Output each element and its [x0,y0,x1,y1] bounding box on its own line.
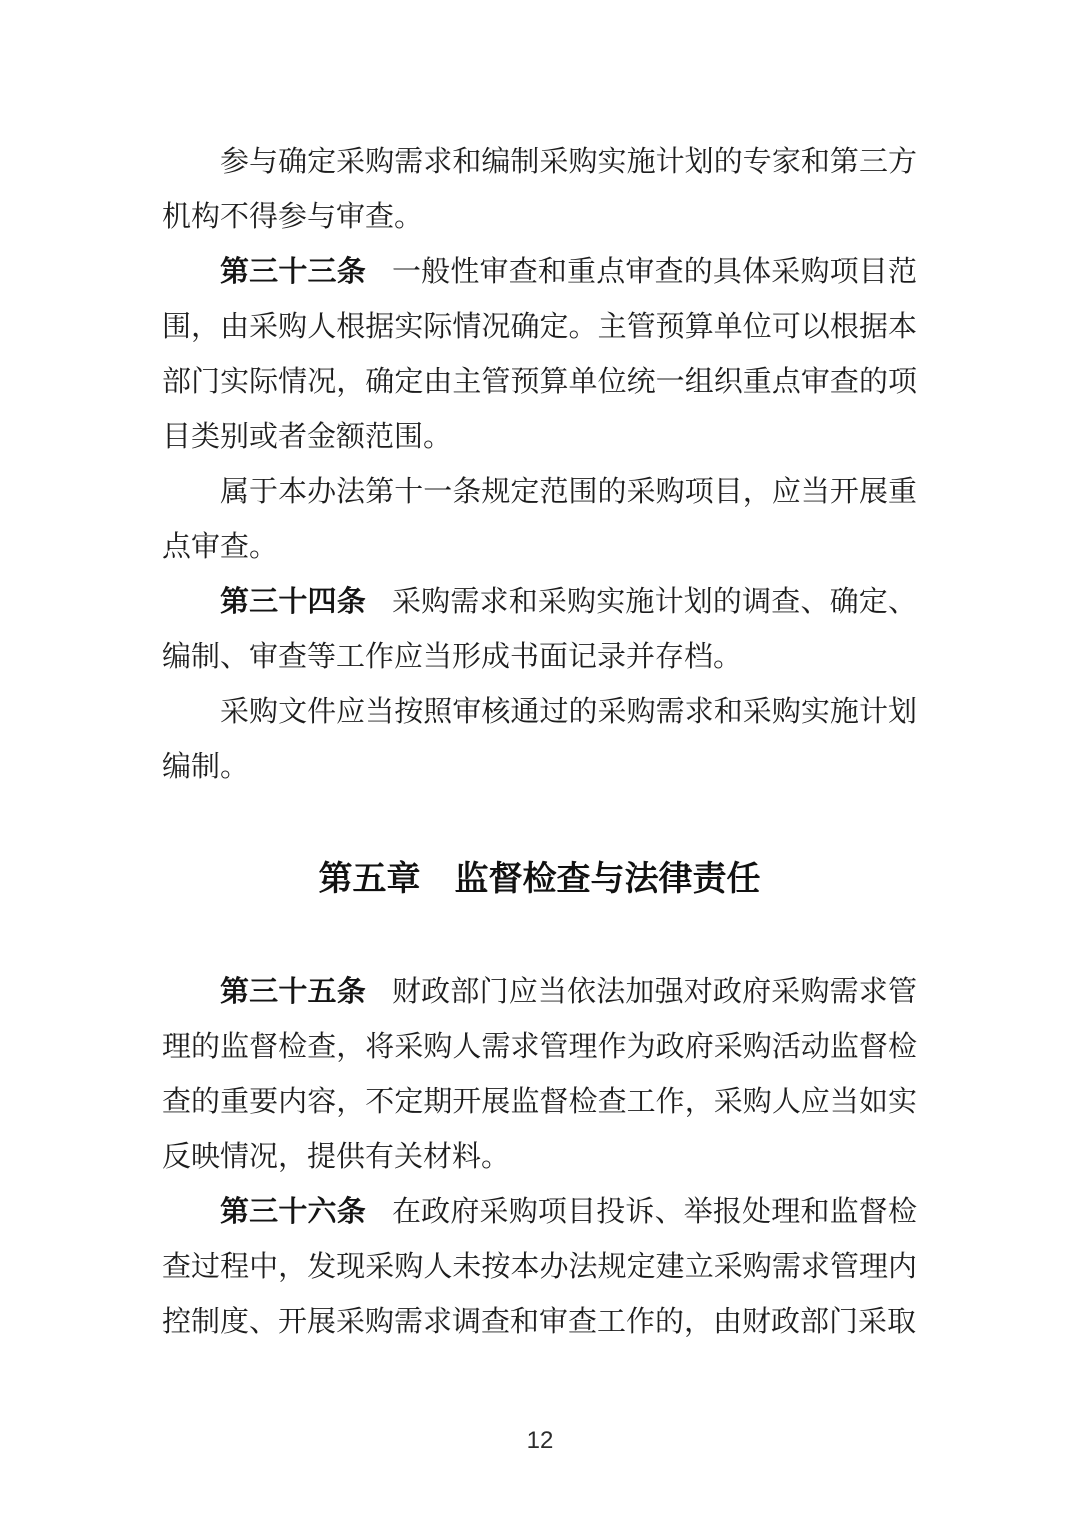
article-paragraph [162,245,917,465]
page-number: 12 [526,1427,554,1454]
body-paragraph [162,135,917,245]
chapter-title: 监督检查与法律责任 [454,860,761,898]
paragraph-text: 属于本办法第十一条规定范围的采购项目，应当开展重点审查。 [162,476,917,563]
document-body [162,135,917,1350]
body-paragraph [162,465,917,575]
paragraph-text: 参与确定采购需求和编制采购实施计划的专家和第三方机构不得参与审查。 [162,146,917,233]
chapter-number: 第五章 [318,860,421,898]
paragraph-text: 一般性审查和重点审查的具体采购项目范围，由采购人根据实际情况确定。主管预算单位可以根据本部门实际情况，确定由主管预算单位统一组织重点审查的项目类别或者金额范围。 [162,256,917,453]
article-number: 第三十五条 [220,976,366,1008]
article-paragraph [162,965,917,1185]
paragraph-text: 财政部门应当依法加强对政府采购需求管理的监督检查，将采购人需求管理作为政府采购活动监督检查的重要内容，不定期开展监督检查工作，采购人应当如实反映情况，提供有关材料。 [162,976,917,1173]
article-number: 第三十四条 [220,586,366,618]
body-paragraph [162,685,917,795]
article-number: 第三十三条 [220,256,366,288]
chapter-heading [162,852,917,907]
article-paragraph [162,1185,917,1350]
paragraph-text: 在政府采购项目投诉、举报处理和监督检查过程中，发现采购人未按本办法规定建立采购需求管理内控制度、开展采购需求调查和审查工作的，由财政部门采取 [162,1196,917,1338]
article-paragraph [162,575,917,685]
article-number: 第三十六条 [220,1196,366,1228]
paragraph-text: 采购文件应当按照审核通过的采购需求和采购实施计划编制。 [162,696,917,783]
paragraph-text: 采购需求和采购实施计划的调查、确定、编制、审查等工作应当形成书面记录并存档。 [162,586,917,673]
